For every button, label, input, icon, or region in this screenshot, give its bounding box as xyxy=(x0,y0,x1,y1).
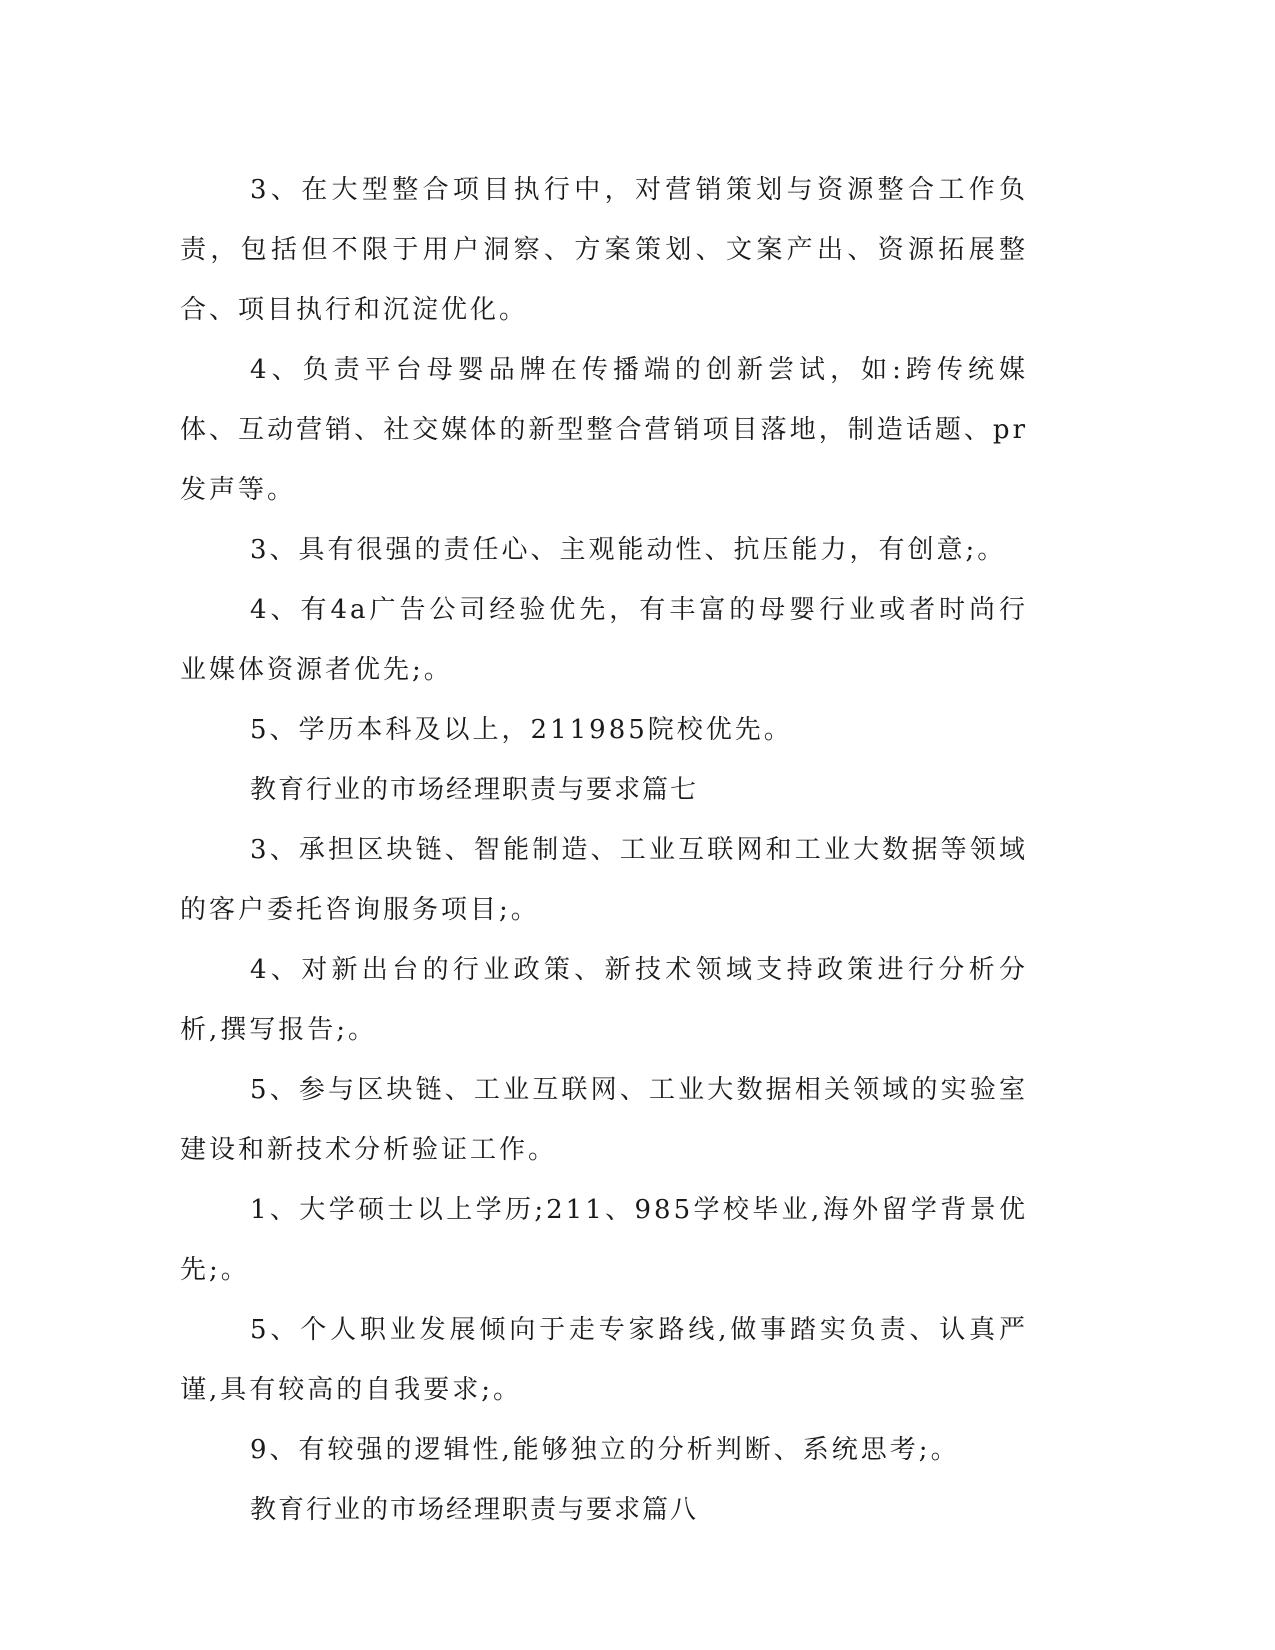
paragraph-8: 5、参与区块链、工业互联网、工业大数据相关领域的实验室建设和新技术分析验证工作。 xyxy=(180,1075,1028,1165)
paragraph-6: 3、承担区块链、智能制造、工业互联网和工业大数据等领域的客户委托咨询服务项目;。 xyxy=(180,835,1028,925)
paragraph-4: 4、有4a广告公司经验优先，有丰富的母婴行业或者时尚行业媒体资源者优先;。 xyxy=(180,595,1028,685)
paragraph-10: 5、个人职业发展倾向于走专家路线,做事踏实负责、认真严谨,具有较高的自我要求;。 xyxy=(180,1315,1028,1405)
document-body xyxy=(180,160,1028,1540)
section-heading-7: 教育行业的市场经理职责与要求篇七 xyxy=(250,775,699,805)
paragraph-7: 4、对新出台的行业政策、新技术领域支持政策进行分析分析,撰写报告;。 xyxy=(180,955,1028,1045)
paragraph-9: 1、大学硕士以上学历;211、985学校毕业,海外留学背景优先;。 xyxy=(180,1195,1028,1285)
paragraph-5: 5、学历本科及以上，211985院校优先。 xyxy=(250,715,793,745)
paragraph-2: 4、负责平台母婴品牌在传播端的创新尝试，如:跨传统媒体、互动营销、社交媒体的新型整合营销项目落地，制造话题、pr发声等。 xyxy=(180,355,1028,505)
paragraph-1: 3、在大型整合项目执行中，对营销策划与资源整合工作负责，包括但不限于用户洞察、方案策划、文案产出、资源拓展整合、项目执行和沉淀优化。 xyxy=(180,175,1028,325)
paragraph-11: 9、有较强的逻辑性,能够独立的分析判断、系统思考;。 xyxy=(250,1435,960,1465)
paragraph-3: 3、具有很强的责任心、主观能动性、抗压能力，有创意;。 xyxy=(250,535,1007,565)
section-heading-8: 教育行业的市场经理职责与要求篇八 xyxy=(250,1495,699,1525)
